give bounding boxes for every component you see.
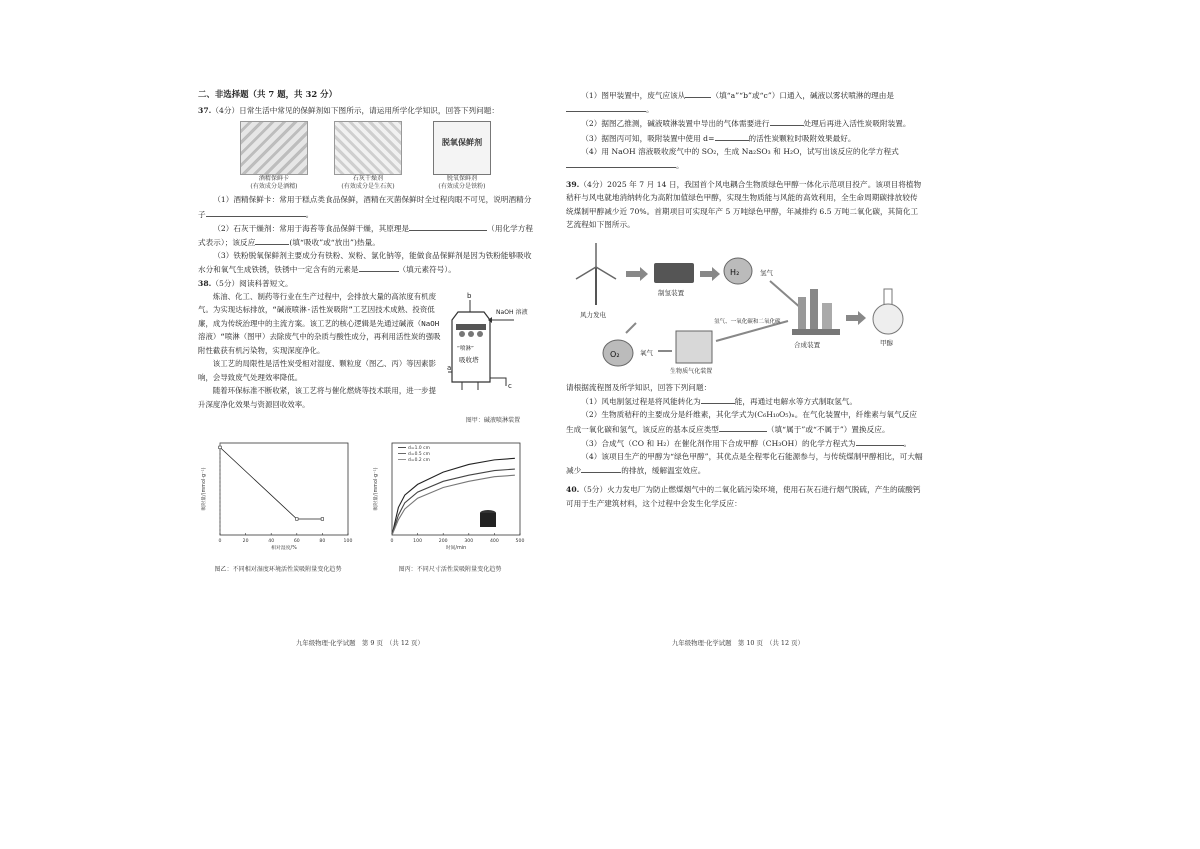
alcohol-card: 酒精保鲜卡 (有效成分是酒精) bbox=[234, 121, 314, 191]
q38-part2: （2）据图乙推测，碱液喷淋装置中导出的气体需要进行 处理后再进入活性炭吸附装置。 bbox=[566, 116, 924, 130]
legend-item: d=0.2 cm bbox=[408, 458, 430, 464]
arrow-icon bbox=[626, 323, 636, 333]
q37-part2: （2）石灰干燥剂：常用于海苔等食品保鲜干燥，其原理是 （用化学方程式表示）；该反应 (填“吸收”或“放出”)热量。 bbox=[198, 221, 538, 249]
activated-carbon-canister-body bbox=[480, 513, 496, 527]
q38-charts bbox=[198, 435, 538, 576]
data-point bbox=[321, 518, 324, 521]
q37-part1: （1）酒精保鲜卡：常用于糕点类食品保鲜，酒精在灭菌保鲜时全过程肉眼不可见，说明酒精分子 。 bbox=[198, 195, 532, 219]
o2-label: O₂ bbox=[610, 350, 620, 360]
q39-part4: （4）该项目生产的甲醇为“绿色甲醇”，其优点是全程零化石能源参与，与传统煤制甲醇相比，可大幅减少 的排放，缓解温室效应。 bbox=[566, 452, 923, 476]
reading-para-3: 随着环保标准不断收紧，该工艺将与催化燃烧等技术联用，进一步提升深度净化效果与资源回收效率。 bbox=[198, 386, 437, 409]
series-line bbox=[392, 469, 515, 535]
tower-label: 吸收塔 bbox=[459, 355, 479, 364]
data-point bbox=[219, 446, 222, 449]
answer-blank[interactable] bbox=[409, 221, 487, 231]
wind-turbine-icon bbox=[576, 243, 616, 305]
y-axis-label: 吸附量/(mmol·g⁻¹) bbox=[202, 467, 207, 511]
q38-part1: （1）图甲装置中，废气应该从 （填“a”“b”或“c”）口通入，碱液以雾状喷淋的理由是。 bbox=[566, 88, 924, 116]
reading-para-1: 炼油、化工、制药等行业在生产过程中，会排放大量的高浓度有机废气。为实现达标排放，“碱液喷淋-活性炭吸附”工艺因技术成熟、投资低廉，成为传统治理中的主流方案。该工艺的核心逻辑是先通过碱液（NaOH 溶液）“喷淋（图甲）去除废气中的杂质与酸性成分，再利用活性炭的强吸附性截获有机污染物，实现深度净化。 bbox=[198, 291, 441, 355]
q38-part4: （4）用 NaOH 溶液吸收废气中的 SO₂，生成 Na₂SO₃ 和 H₂O，试写出该反应的化学方程式。 bbox=[566, 145, 924, 172]
x-tick-label: 0 bbox=[218, 539, 222, 545]
q38-part3: （3）据图丙可知，吸附装置中使用 d= 的活性炭颗粒时吸附效果最好。 bbox=[566, 131, 924, 145]
x-tick-label: 20 bbox=[242, 539, 249, 545]
right-page bbox=[566, 88, 924, 628]
x-tick-label: 300 bbox=[464, 539, 474, 545]
synthesis-plant-icon bbox=[792, 289, 840, 335]
x-tick-label: 100 bbox=[343, 539, 353, 545]
answer-blank[interactable] bbox=[359, 262, 399, 272]
q39-after: 请根据流程图及所学知识，回答下列问题： bbox=[566, 383, 712, 393]
methanol-flask-icon bbox=[873, 289, 903, 334]
answer-blank[interactable] bbox=[206, 207, 306, 217]
particle-size-chart-caption: 图丙：不同尺寸活性炭吸附量变化趋势 bbox=[398, 566, 502, 574]
y-axis-label: 吸附量/(mmol·g⁻¹) bbox=[374, 467, 379, 511]
answer-blank[interactable] bbox=[581, 463, 621, 473]
q39-part1: （1）风电制氢过程是将风能转化为 能，再通过电解水等方式制取氢气。 bbox=[566, 394, 924, 408]
legend-item: d=1.0 cm bbox=[408, 446, 430, 452]
syngas-mix-label: 氢气、一氧化碳和二氧化碳 bbox=[714, 319, 781, 326]
series-line bbox=[392, 475, 515, 535]
q37-part3: （3）铁粉脱氧保鲜剂主要成分有铁粉、炭粉、氯化钠等，能做食品保鲜剂是因为铁粉能够吸收水分和氧气生成铁锈，铁锈中一定含有的元素是 （填元素符号）。 bbox=[198, 251, 532, 275]
spray-tower-figure bbox=[448, 290, 538, 427]
preservative-images bbox=[198, 121, 538, 191]
q37-intro: 37.（4分）日常生活中常见的保鲜剂如下图所示，请运用所学化学知识，回答下列问题： bbox=[198, 106, 500, 116]
x-tick-label: 500 bbox=[515, 539, 525, 545]
answer-blank[interactable] bbox=[856, 436, 904, 446]
alcohol-card-image bbox=[240, 121, 308, 175]
synthesis-label: 合成装置 bbox=[794, 341, 821, 350]
port-c-label: c bbox=[508, 381, 512, 390]
answer-blank[interactable] bbox=[685, 88, 711, 98]
answer-blank[interactable] bbox=[566, 158, 676, 168]
port-a-label: a bbox=[447, 363, 452, 372]
x-axis-label: 相对湿度/% bbox=[271, 546, 297, 552]
right-page-footer: 九年级物理·化学试题 第 10 页 （共 12 页） bbox=[672, 639, 804, 647]
electrolysis-label: 制氢装置 bbox=[658, 289, 685, 298]
arrow-icon bbox=[700, 267, 720, 281]
answer-blank[interactable] bbox=[566, 102, 646, 112]
x-tick-label: 400 bbox=[489, 539, 499, 545]
oxygen-label: 氧气 bbox=[640, 349, 654, 358]
q39-part3: （3）合成气（CO 和 H₂）在催化剂作用下合成甲醇（CH₃OH）的化学方程式为 。 bbox=[566, 436, 924, 450]
x-tick-label: 200 bbox=[438, 539, 448, 545]
arrow-icon bbox=[846, 311, 866, 325]
hydrogen-label: 氢气 bbox=[760, 269, 774, 278]
plot-frame bbox=[220, 443, 348, 535]
legend-item: d=0.5 cm bbox=[408, 452, 430, 458]
spray-tower-caption: 图甲：碱液喷淋装置 bbox=[465, 417, 521, 425]
left-page-footer: 九年级物理·化学试题 第 9 页 （共 12 页） bbox=[296, 639, 424, 647]
reading-para-2: 该工艺的局限性是活性炭受相对湿度、颗粒度（图乙、丙）等因素影响，会导致废气处理效率降低。 bbox=[198, 359, 437, 382]
answer-blank[interactable] bbox=[770, 116, 804, 126]
series-line bbox=[392, 459, 515, 536]
answer-blank[interactable] bbox=[719, 422, 767, 432]
answer-blank[interactable] bbox=[715, 131, 749, 141]
section-title: 二、非选择题（共 7 题，共 32 分） bbox=[198, 89, 338, 99]
wind-power-label: 风力发电 bbox=[580, 311, 607, 320]
gasifier-label: 生物质气化装置 bbox=[670, 368, 713, 376]
oxygen-absorber-image: 脱氧保鲜剂 bbox=[433, 121, 491, 175]
humidity-adsorption-chart bbox=[198, 435, 358, 557]
x-axis-label: 时间/min bbox=[445, 546, 467, 552]
methanol-process-flow bbox=[566, 237, 924, 377]
x-tick-label: 80 bbox=[319, 539, 326, 545]
x-tick-label: 0 bbox=[390, 539, 394, 545]
series-line bbox=[220, 448, 322, 520]
x-tick-label: 40 bbox=[268, 539, 275, 545]
oxygen-absorber: 脱氧保鲜剂 脱氧保鲜剂 (有效成分是铁粉) bbox=[422, 121, 502, 191]
reading-passage bbox=[198, 290, 538, 427]
methanol-label: 甲醇 bbox=[880, 339, 894, 348]
spray-label: “喷淋” bbox=[457, 345, 474, 352]
electrolysis-device-icon bbox=[654, 263, 694, 283]
answer-blank[interactable] bbox=[701, 394, 735, 404]
q38-intro: 38.（5分）阅读科普短文。 bbox=[198, 278, 293, 288]
chart-particle-size bbox=[370, 435, 530, 576]
lime-desiccant: 石灰干燥剂 (有效成分是生石灰) bbox=[328, 121, 408, 191]
process-flow-diagram bbox=[566, 237, 924, 377]
chart-humidity bbox=[198, 435, 358, 576]
arrow-icon bbox=[626, 267, 648, 281]
port-b-label: b bbox=[467, 291, 472, 300]
q40-intro: 40.（5分）火力发电厂为防止燃煤烟气中的二氧化硫污染环境，使用石灰石进行烟气脱硫，产生的硫酸钙可用于生产建筑材料，这个过程中会发生化学反应： bbox=[566, 485, 921, 508]
data-point bbox=[296, 518, 299, 521]
particle-size-adsorption-chart bbox=[370, 435, 530, 557]
naoh-label: NaOH 溶液 bbox=[496, 308, 528, 316]
answer-blank[interactable] bbox=[255, 235, 289, 245]
x-tick-label: 60 bbox=[293, 539, 300, 545]
spray-tower-diagram bbox=[448, 290, 538, 408]
gasifier-icon bbox=[676, 331, 712, 363]
arrow-icon bbox=[770, 281, 802, 309]
q39-intro: 39.（4分）2025 年 7 月 14 日，我国首个风电耦合生物质绿色甲醇一体化示范项目投产。该项目将植物秸秆与风电就地消纳转化为高附加值绿色甲醇，实现生物质能与风能的高效利用，全生命周期碳排放较传统煤制甲醇减少近 70%。首期项目可实现年产 5 万吨绿色甲醇，年减排约 6.5 万吨二氧化碳，其简化工艺流程如下图所示。 bbox=[566, 180, 922, 229]
lime-desiccant-image bbox=[334, 121, 402, 175]
x-tick-label: 100 bbox=[413, 539, 423, 545]
h2-label: H₂ bbox=[730, 268, 740, 278]
q39-part2: （2）生物质秸秆的主要成分是纤维素，其化学式为(C₆H₁₀O₅)ₙ。在气化装置中，纤维素与氧气反应生成一氧化碳和氢气，该反应的基本反应类型 （填“属于”或“不属于”）置换反应。 bbox=[566, 410, 918, 434]
left-page bbox=[198, 88, 538, 628]
humidity-chart-caption: 图乙：不同相对湿度环境活性炭吸附量变化趋势 bbox=[214, 566, 342, 574]
